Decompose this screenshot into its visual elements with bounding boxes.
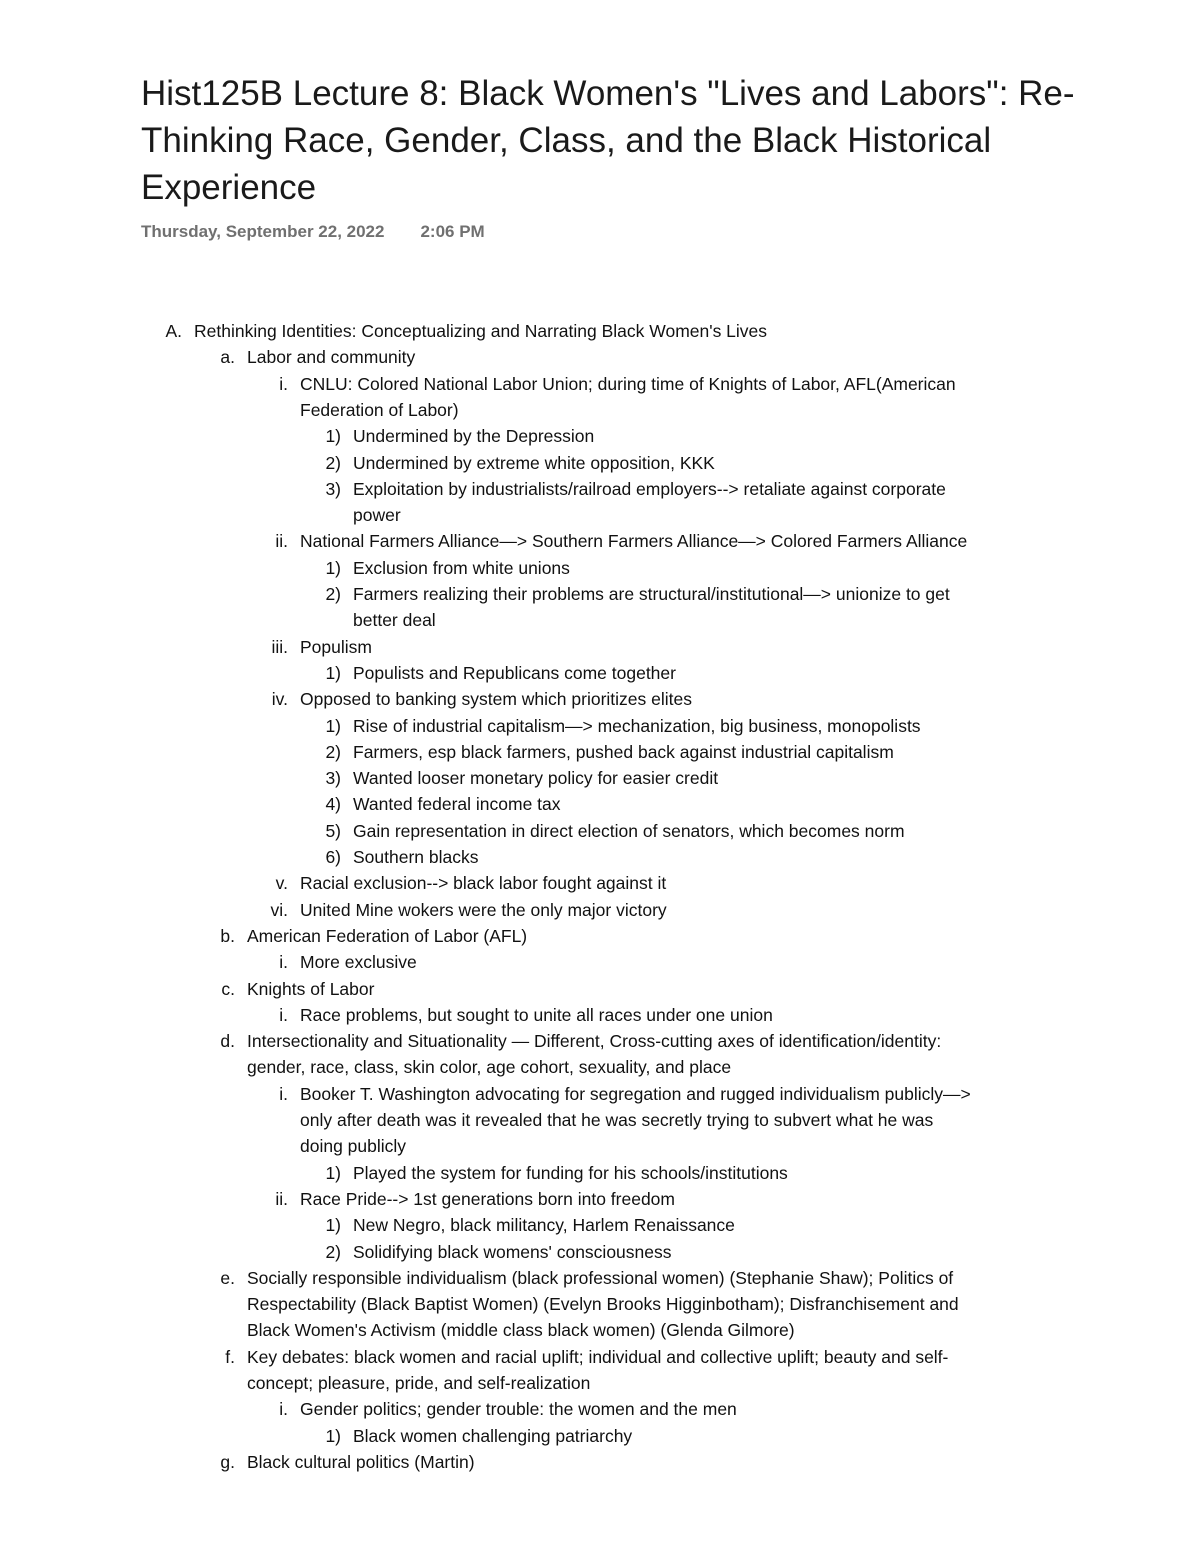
outline-marker: 4) bbox=[325, 794, 341, 815]
outline-item bbox=[0, 1317, 1200, 1343]
outline-item bbox=[0, 870, 1200, 896]
outline-text: National Farmers Alliance—> Southern Farmers Alliance—> Colored Farmers Alliance bbox=[300, 531, 968, 552]
note-date: Thursday, September 22, 2022 bbox=[141, 222, 385, 241]
outline-item bbox=[0, 476, 1200, 502]
outline-item bbox=[0, 581, 1200, 607]
outline-item bbox=[0, 844, 1200, 870]
note-time: 2:06 PM bbox=[420, 222, 485, 241]
outline-item bbox=[0, 976, 1200, 1002]
outline-text: Undermined by the Depression bbox=[353, 426, 595, 447]
outline-text: Respectability (Black Baptist Women) (Evelyn Brooks Higginbotham); Disfranchisement and bbox=[247, 1294, 959, 1315]
outline-text: Gender politics; gender trouble: the women and the men bbox=[300, 1399, 737, 1420]
outline-marker: ii. bbox=[275, 1188, 288, 1209]
outline-marker: 3) bbox=[325, 478, 341, 499]
outline-marker: 1) bbox=[325, 662, 341, 683]
outline-item bbox=[0, 397, 1200, 423]
outline-marker: 6) bbox=[325, 847, 341, 867]
outline-item bbox=[0, 713, 1200, 739]
outline-item bbox=[0, 318, 1200, 344]
outline-marker: i. bbox=[279, 1083, 288, 1104]
outline-item bbox=[0, 634, 1200, 660]
outline-marker: 2) bbox=[325, 1241, 341, 1262]
outline-marker: e. bbox=[220, 1267, 235, 1288]
outline-item bbox=[0, 1081, 1200, 1107]
outline-text: Exclusion from white unions bbox=[353, 557, 570, 578]
outline-marker: i. bbox=[279, 373, 288, 394]
outline-item bbox=[0, 1054, 1200, 1080]
outline-item bbox=[0, 791, 1200, 817]
outline-text: Gain representation in direct election of senators, which becomes norm bbox=[353, 820, 905, 841]
outline-item bbox=[0, 686, 1200, 712]
outline-text: Black Women's Activism (middle class black women) (Glenda Gilmore) bbox=[247, 1320, 795, 1341]
outline-text: Populists and Republicans come together bbox=[353, 662, 676, 683]
outline-item bbox=[0, 1370, 1200, 1396]
outline-item bbox=[0, 1212, 1200, 1238]
outline-item bbox=[0, 1160, 1200, 1186]
outline-item bbox=[0, 923, 1200, 949]
outline-item bbox=[0, 1002, 1200, 1028]
outline-text: Booker T. Washington advocating for segregation and rugged individualism publicly—> bbox=[300, 1083, 971, 1104]
outline-item bbox=[0, 607, 1200, 633]
outline-item bbox=[0, 528, 1200, 554]
outline-marker: d. bbox=[220, 1031, 235, 1052]
outline-text: power bbox=[353, 505, 401, 526]
outline-text: Key debates: black women and racial uplift; individual and collective uplift; beauty and self- bbox=[247, 1346, 949, 1367]
outline-item bbox=[0, 555, 1200, 581]
outline-marker: i. bbox=[279, 1399, 288, 1420]
outline-item bbox=[0, 1449, 1200, 1475]
outline-text: Rethinking Identities: Conceptualizing and Narrating Black Women's Lives bbox=[194, 321, 768, 341]
outline-text: Race problems, but sought to unite all races under one union bbox=[300, 1004, 773, 1025]
outline-text: Undermined by extreme white opposition, KKK bbox=[353, 452, 715, 473]
outline-text: Socially responsible individualism (black professional women) (Stephanie Shaw); Politics of bbox=[247, 1267, 954, 1288]
outline-item bbox=[0, 1265, 1200, 1291]
outline-item bbox=[0, 1107, 1200, 1133]
outline-text: Farmers, esp black farmers, pushed back against industrial capitalism bbox=[353, 741, 894, 762]
outline-text: doing publicly bbox=[300, 1136, 407, 1157]
outline-item bbox=[0, 1291, 1200, 1317]
page-title: Hist125B Lecture 8: Black Women's "Lives and Labors": Re-Thinking Race, Gender, Class, and the Black Historical Experience bbox=[141, 74, 1075, 207]
outline-item bbox=[0, 897, 1200, 923]
outline-text: American Federation of Labor (AFL) bbox=[247, 925, 528, 946]
outline-marker: 1) bbox=[325, 1162, 341, 1183]
outline-marker: 1) bbox=[325, 557, 341, 578]
outline-text: Exploitation by industrialists/railroad employers--> retaliate against corporate bbox=[353, 478, 946, 499]
outline-text: concept; pleasure, pride, and self-realization bbox=[247, 1373, 591, 1393]
outline-text: only after death was it revealed that he was secretly trying to subvert what he was bbox=[300, 1110, 934, 1130]
outline-item bbox=[0, 423, 1200, 449]
outline-marker: i. bbox=[279, 1004, 288, 1025]
outline-text: Racial exclusion--> black labor fought against it bbox=[300, 873, 667, 894]
outline-item bbox=[0, 1423, 1200, 1449]
outline-text: Race Pride--> 1st generations born into freedom bbox=[300, 1188, 675, 1209]
outline-text: better deal bbox=[353, 610, 436, 631]
outline-item bbox=[0, 502, 1200, 528]
outline-text: Populism bbox=[300, 636, 372, 657]
outline-text: Southern blacks bbox=[353, 847, 479, 867]
outline-marker: 2) bbox=[325, 452, 341, 473]
outline-marker: f. bbox=[225, 1346, 235, 1367]
outline-item bbox=[0, 1239, 1200, 1265]
outline-marker: a. bbox=[220, 347, 235, 368]
outline-text: Intersectionality and Situationality — Different, Cross-cutting axes of identification/identity: bbox=[247, 1031, 942, 1052]
note-timestamp bbox=[141, 222, 485, 242]
outline-item bbox=[0, 1344, 1200, 1370]
outline-text: Black women challenging patriarchy bbox=[353, 1425, 633, 1446]
outline-text: Farmers realizing their problems are structural/institutional—> unionize to get bbox=[353, 584, 950, 604]
outline-marker: b. bbox=[220, 925, 235, 946]
outline-item bbox=[0, 450, 1200, 476]
outline-text: Federation of Labor) bbox=[300, 399, 459, 420]
outline-marker: 1) bbox=[325, 715, 341, 736]
outline-marker: v. bbox=[275, 873, 288, 894]
outline-text: Labor and community bbox=[247, 347, 416, 368]
outline-text: Played the system for funding for his schools/institutions bbox=[353, 1162, 788, 1183]
outline-item bbox=[0, 949, 1200, 975]
outline-item bbox=[0, 371, 1200, 397]
outline-marker: i. bbox=[279, 952, 288, 973]
outline-marker: 2) bbox=[325, 584, 341, 604]
outline-text: New Negro, black militancy, Harlem Renaissance bbox=[353, 1215, 735, 1236]
outline-marker: 1) bbox=[325, 426, 341, 447]
outline-item bbox=[0, 344, 1200, 370]
outline-item bbox=[0, 1186, 1200, 1212]
outline-item bbox=[0, 1028, 1200, 1054]
outline-text: More exclusive bbox=[300, 952, 417, 973]
outline-text: Knights of Labor bbox=[247, 978, 375, 999]
outline-text: Black cultural politics (Martin) bbox=[247, 1451, 475, 1472]
outline-item bbox=[0, 739, 1200, 765]
outline-marker: iv. bbox=[271, 689, 288, 710]
outline-marker: 5) bbox=[325, 820, 341, 841]
outline-item bbox=[0, 660, 1200, 686]
outline-marker: 3) bbox=[325, 768, 341, 789]
outline-item bbox=[0, 1133, 1200, 1159]
outline-text: Rise of industrial capitalism—> mechanization, big business, monopolists bbox=[353, 715, 921, 736]
outline-marker: 1) bbox=[325, 1425, 341, 1446]
outline-item bbox=[0, 1396, 1200, 1422]
outline-marker: A. bbox=[165, 321, 182, 341]
outline-text: United Mine wokers were the only major victory bbox=[300, 899, 667, 920]
outline-marker: c. bbox=[221, 978, 235, 999]
outline-text: Wanted looser monetary policy for easier credit bbox=[353, 768, 719, 789]
outline-marker: 2) bbox=[325, 741, 341, 762]
outline-text: Wanted federal income tax bbox=[353, 794, 561, 815]
outline-marker: iii. bbox=[271, 636, 288, 657]
outline-text: Solidifying black womens' consciousness bbox=[353, 1241, 672, 1262]
outline-marker: g. bbox=[220, 1451, 235, 1472]
outline-text: CNLU: Colored National Labor Union; during time of Knights of Labor, AFL(American bbox=[300, 373, 956, 394]
outline-marker: ii. bbox=[275, 531, 288, 552]
outline-item bbox=[0, 765, 1200, 791]
outline-marker: vi. bbox=[270, 899, 288, 920]
outline-item bbox=[0, 818, 1200, 844]
outline-text: Opposed to banking system which prioritizes elites bbox=[300, 689, 692, 710]
outline-text: gender, race, class, skin color, age cohort, sexuality, and place bbox=[247, 1057, 732, 1078]
outline-marker: 1) bbox=[325, 1215, 341, 1236]
